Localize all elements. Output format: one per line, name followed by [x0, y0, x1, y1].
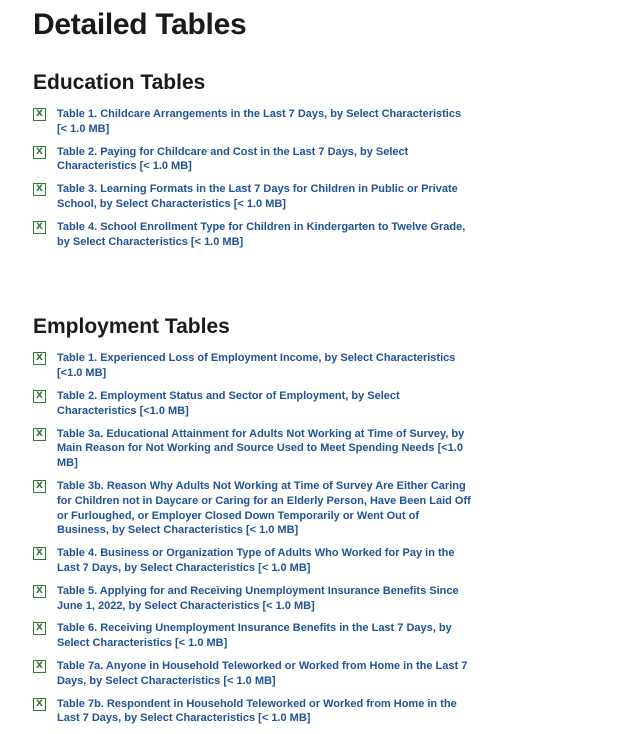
excel-file-icon: X: [33, 698, 46, 711]
table-download-link[interactable]: [57, 660, 467, 687]
table-link-label: Table 5. Applying for and Receiving Unemployment Insurance Benefits Since June 1, 2022, by Select Characteristics: [57, 584, 459, 612]
table-link-label: Table 1. Experienced Loss of Employment Income, by Select Characteristics: [57, 352, 456, 365]
table-list-item: [33, 145, 473, 175]
table-download-link[interactable]: [57, 698, 457, 725]
education-section-title: Education Tables: [33, 71, 206, 94]
table-link-label: Table 1. Childcare Arrangements in the Last 7 Days, by Select Characteristics: [57, 108, 462, 120]
employment-section-title: Employment Tables: [33, 315, 230, 339]
file-size-label: [< 1.0 MB]: [262, 599, 315, 612]
file-size-label: [< 1.0 MB]: [233, 197, 286, 210]
employment-section: [33, 315, 473, 726]
file-size-label: [< 1.0 MB]: [258, 561, 311, 574]
table-link-label: Table 4. Business or Organization Type of Adults Who Worked for Pay in the Last 7 Days, by Select Characteristics: [57, 547, 455, 574]
file-size-label: [<1.0 MB]: [57, 442, 463, 470]
table-download-link[interactable]: [57, 146, 408, 173]
table-list-item: [33, 389, 473, 419]
table-download-link[interactable]: [57, 183, 458, 210]
excel-file-icon: X: [33, 108, 46, 121]
education-section: [33, 71, 473, 249]
table-download-link[interactable]: [57, 480, 471, 536]
file-size-label: [<1.0 MB]: [57, 367, 107, 380]
table-list-item: [33, 697, 473, 727]
table-list-item: [33, 584, 473, 614]
file-size-label: [< 1.0 MB]: [139, 160, 192, 173]
file-size-label: [< 1.0 MB]: [175, 637, 228, 650]
excel-file-icon: X: [33, 390, 46, 403]
excel-file-icon: X: [33, 146, 46, 159]
table-link-label: Table 6. Receiving Unemployment Insurance Benefits in the Last 7 Days, by Select Characteristics: [57, 622, 452, 650]
table-list-item: [33, 351, 473, 381]
table-download-link[interactable]: [57, 390, 400, 417]
table-list-item: [33, 182, 473, 212]
page-title: Detailed Tables: [33, 8, 247, 41]
table-download-link[interactable]: [57, 585, 459, 612]
table-link-label: Table 2. Paying for Childcare and Cost in the Last 7 Days, by Select Characteristics: [57, 145, 409, 173]
excel-file-icon: X: [33, 547, 46, 560]
table-download-link[interactable]: [57, 352, 455, 379]
table-link-label: Table 2. Employment Status and Sector of Employment, by Select Characteristics: [57, 389, 400, 417]
table-list-item: [33, 546, 473, 576]
excel-file-icon: X: [33, 585, 46, 598]
employment-table-list: [33, 351, 473, 726]
file-size-label: [< 1.0 MB]: [223, 674, 276, 687]
excel-file-icon: X: [33, 622, 46, 635]
file-size-label: [< 1.0 MB]: [190, 235, 244, 248]
excel-file-icon: X: [33, 221, 46, 234]
education-table-list: [33, 107, 473, 249]
table-list-item: [33, 107, 473, 137]
page-content: [33, 0, 473, 734]
table-list-item: [33, 659, 473, 689]
table-list-item: [33, 479, 473, 538]
file-size-label: [< 1.0 MB]: [245, 524, 299, 537]
excel-file-icon: X: [33, 428, 46, 441]
table-list-item: [33, 220, 473, 250]
table-link-label: Table 7a. Anyone in Household Teleworked or Worked from Home in the Last 7 Days, by Select Characteristics: [57, 659, 468, 687]
table-link-label: Table 4. School Enrollment Type for Children in Kindergarten to Twelve Grade, by Select Characteristics: [57, 220, 466, 248]
excel-file-icon: X: [33, 480, 46, 493]
table-download-link[interactable]: [57, 108, 461, 135]
file-size-label: [< 1.0 MB]: [258, 712, 311, 725]
excel-file-icon: X: [33, 352, 46, 365]
table-download-link[interactable]: [57, 622, 452, 649]
table-link-label: Table 3. Learning Formats in the Last 7 Days for Children in Public or Private School, by Select Characteristics: [57, 183, 458, 210]
file-size-label: [< 1.0 MB]: [57, 122, 110, 135]
table-link-label: Table 3a. Educational Attainment for Adults Not Working at Time of Survey, by Main Reason for Not Working and Source Used to Meet Spending Needs: [57, 427, 465, 455]
excel-file-icon: X: [33, 660, 46, 673]
file-size-label: [<1.0 MB]: [139, 404, 189, 417]
table-download-link[interactable]: [57, 428, 464, 470]
table-link-label: Table 7b. Respondent in Household Teleworked or Worked from Home in the Last 7 Days, by Select Characteristics: [57, 697, 457, 725]
table-list-item: [33, 427, 473, 471]
table-list-item: [33, 621, 473, 651]
table-download-link[interactable]: [57, 221, 465, 248]
table-link-label: Table 3b. Reason Why Adults Not Working at Time of Survey Are Either Caring for Children not in Daycare or Caring for an Elderly Person, Have Been Laid Off or Furloughed, or Employer Closed Down Temporarily or Went Out of Business, by Select Characteristics: [57, 479, 471, 537]
excel-file-icon: X: [33, 183, 46, 196]
table-download-link[interactable]: [57, 547, 454, 574]
